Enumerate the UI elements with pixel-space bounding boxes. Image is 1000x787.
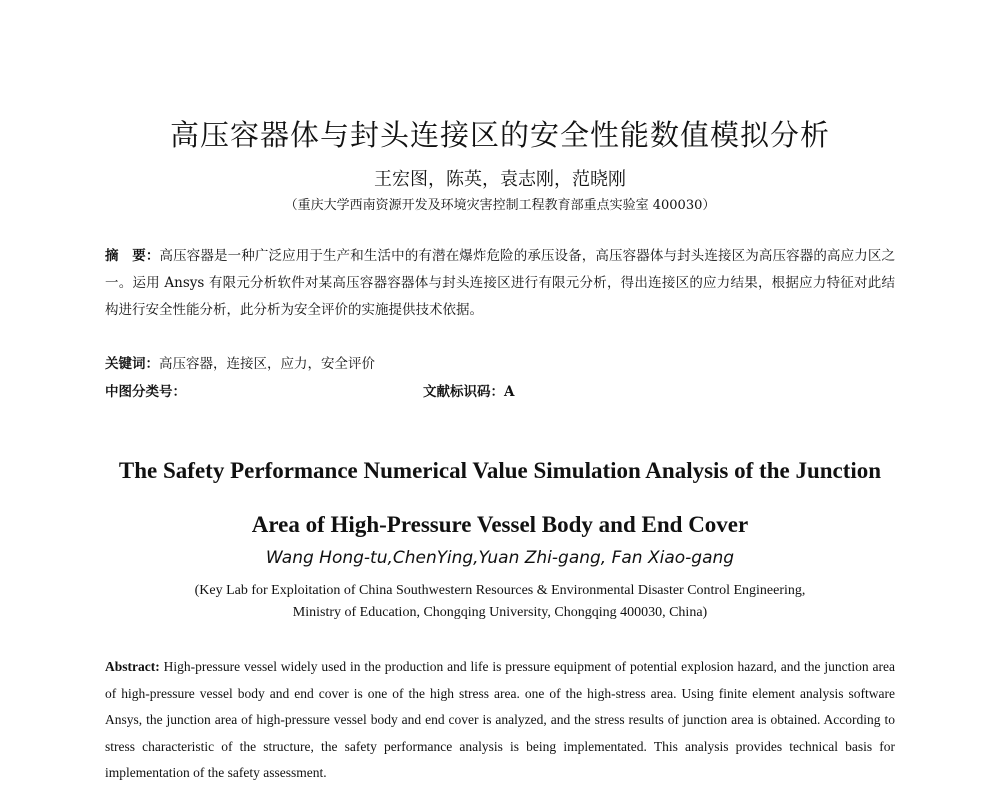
- english-affiliation-line2: Ministry of Education, Chongqing University, Chongqing 400030, China): [292, 605, 708, 620]
- classification-label: 中图分类号：: [105, 384, 186, 400]
- document-code: 文献标识码：A: [423, 384, 515, 400]
- english-authors: Wang Hong-tu,ChenYing,Yuan Zhi-gang, Fan Xiao-gang: [265, 548, 735, 568]
- chinese-affiliation: （重庆大学西南资源开发及环境灾害控制工程教育部重点实验室 400030）: [284, 198, 716, 213]
- english-affiliation-line1: (Key Lab for Exploitation of China Southwestern Resources & Environmental Disaster Control Engineering,: [194, 583, 806, 598]
- keywords-text: 高压容器，连接区，应力，安全评价: [159, 356, 375, 372]
- english-abstract: [105, 654, 895, 787]
- english-title: [60, 444, 940, 552]
- chinese-abstract-label: 摘 要：: [105, 248, 160, 264]
- chinese-authors: 王宏图，陈英，袁志刚，范晓刚: [374, 169, 626, 190]
- english-affiliation: [0, 580, 1000, 624]
- chinese-keywords: [105, 352, 375, 372]
- english-abstract-label: Abstract:: [105, 659, 160, 674]
- chinese-abstract: [105, 243, 895, 324]
- english-abstract-text: High-pressure vessel widely used in the production and life is pressure equipment of potential explosion hazard, and the junction area of high-pressure vessel body and end cover is one of the high stress area. one of the high-stress area. Using finite element analysis software Ansys, the junction area of high-pressure vessel body and end cover is analyzed, and the stress results of junction area is obtained. According to stress characteristic of the structure, the safety performance analysis is being implementated. This analysis provides technical basis for implementation of the safety assessment.: [105, 659, 895, 780]
- chinese-abstract-text: 高压容器是一种广泛应用于生产和生活中的有潜在爆炸危险的承压设备，高压容器体与封头连接区为高压容器的高应力区之一。运用 Ansys 有限元分析软件对某高压容器容器体与封头连接区进行有限元分析，得出连接区的应力结果，根据应力特征对此结构进行安全性能分析，此分析为安全评价的实施提供技术依据。: [105, 248, 896, 318]
- english-title-line1: The Safety Performance Numerical Value Simulation Analysis of the Junction: [118, 458, 882, 483]
- english-title-line2: Area of High-Pressure Vessel Body and End Cover: [251, 512, 749, 537]
- keywords-label: 关键词：: [105, 356, 159, 372]
- chinese-title: 高压容器体与封头连接区的安全性能数值模拟分析: [169, 118, 830, 152]
